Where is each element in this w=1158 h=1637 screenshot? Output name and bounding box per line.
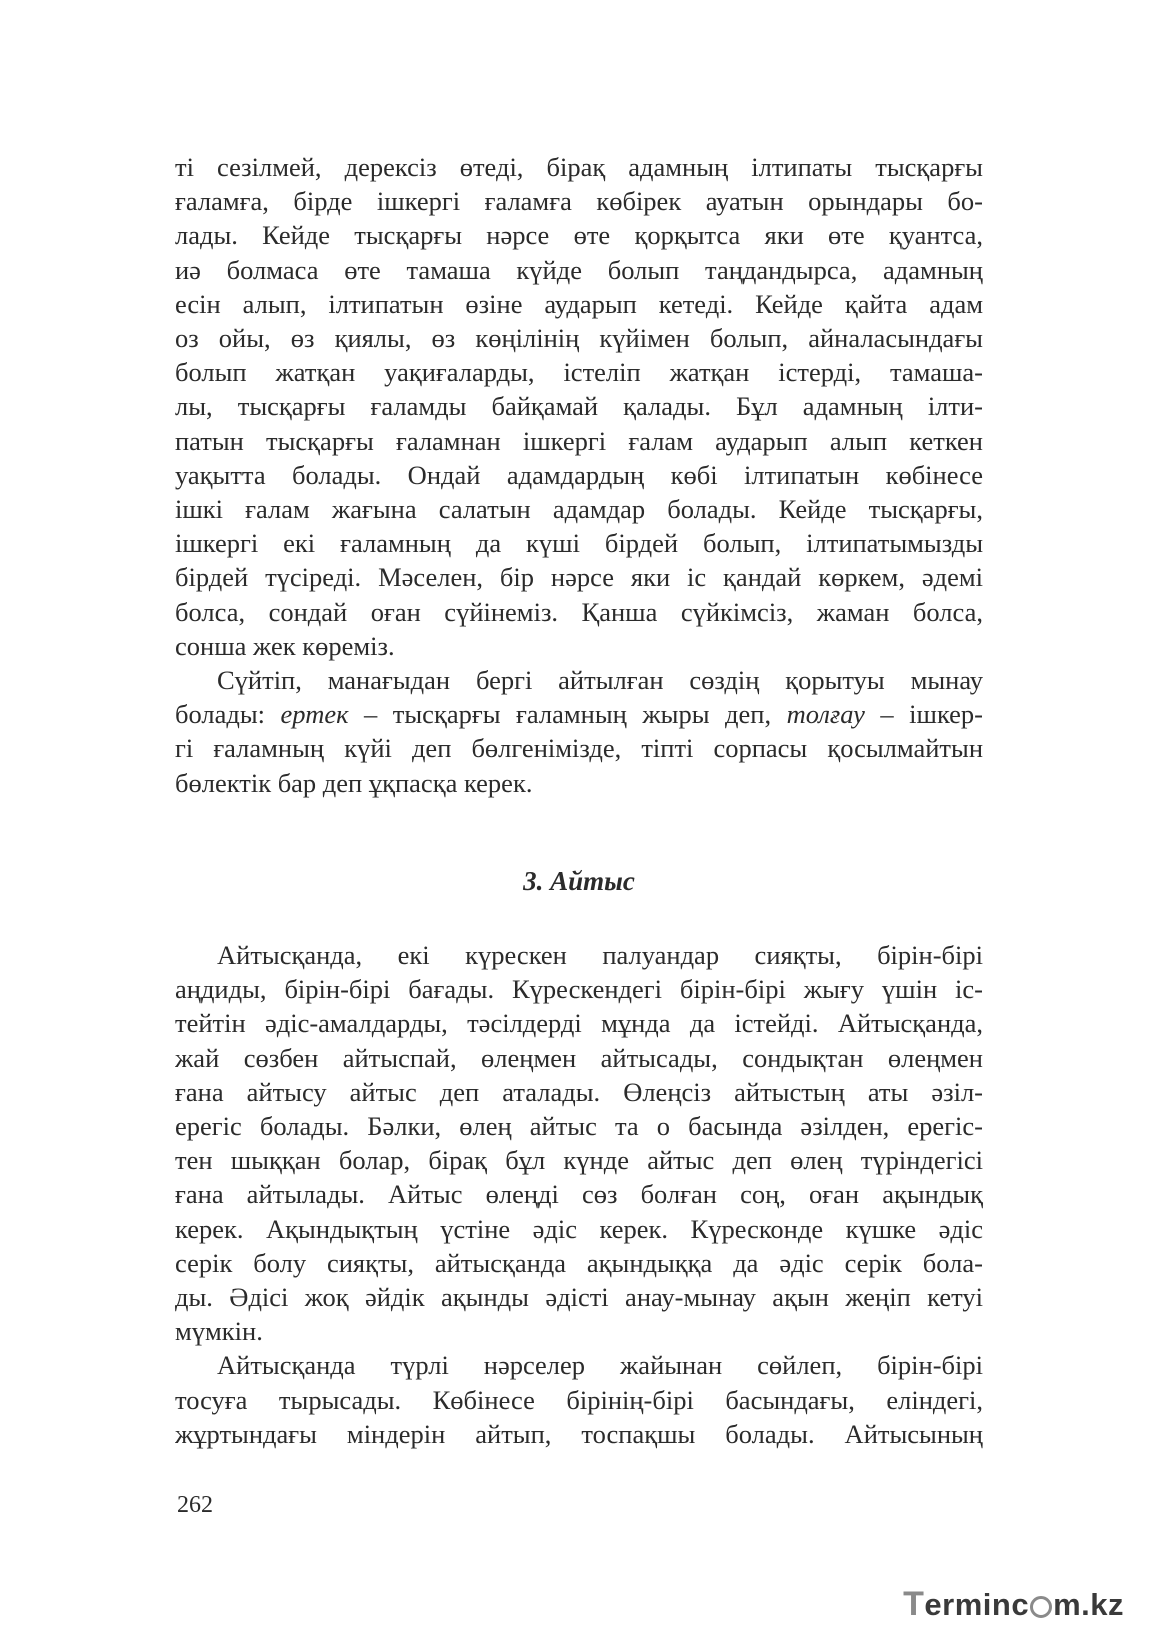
- text-line: болып жатқан уақиғаларды, істеліп жатқан істерді, тамаша-: [175, 357, 983, 388]
- magnifier-o-icon: [1030, 1596, 1052, 1618]
- text-line: ішкергі екі ғаламның да күші бірдей болып, ілтипатымызды: [175, 528, 983, 559]
- text-line: ғана айтылады. Айтыс өлеңді сөз болған соң, оған ақындық: [175, 1179, 983, 1210]
- text-line: Сүйтіп, манағыдан бергі айтылған сөздің қорытуы мынау: [217, 665, 983, 696]
- text-line: ішкі ғалам жағына салатын адамдар болады. Кейде тысқарғы,: [175, 494, 983, 525]
- text-line: тосуға тырысады. Көбінесе бірінің-бірі басындағы, еліндегі,: [175, 1384, 983, 1415]
- text-line: тен шыққан болар, бірақ бұл күнде айтыс деп өлең түріндегісі: [175, 1145, 983, 1176]
- text-line: болса, сондай оған сүйінеміз. Қанша сүйкімсіз, жаман болса,: [175, 596, 983, 627]
- text-line: аңдиды, бірін-бірі бағады. Күрескендегі бірін-бірі жығу үшін іс-: [175, 974, 983, 1005]
- text-line: жұртындағы міндерін айтып, тоспақшы болады. Айтысының: [175, 1418, 983, 1449]
- italic-term-ertek: ертек: [280, 699, 349, 730]
- text-line: сонша жек көреміз.: [175, 630, 395, 661]
- italic-term-tolgau: толғау: [786, 699, 865, 730]
- text-line: мүмкін.: [175, 1316, 263, 1347]
- text-line: бөлектік бар деп ұқпасқа керек.: [175, 767, 533, 798]
- text-line: ғана айтысу айтыс деп аталады. Өлеңсіз айтыстың аты әзіл-: [175, 1076, 983, 1107]
- paragraph-continuation: [175, 150, 983, 663]
- text-segment: – тысқарғы ғаламның жыры деп,: [348, 699, 787, 730]
- text-line: есін алып, ілтипатын өзіне аударып кетеді. Кейде қайта адам: [175, 288, 983, 319]
- text-line: ті сезілмей, дерексіз өтеді, бірақ адамның ілтипаты тысқарғы: [175, 152, 983, 182]
- section-heading: 3. Айтыс: [523, 866, 635, 896]
- text-line: уақытта болады. Ондай адамдардың көбі ілтипатын көбінесе: [175, 459, 983, 490]
- text-line: лы, тысқарғы ғаламды байқамай қалады. Бұл адамның ілти-: [175, 391, 983, 422]
- text-line: тейтін әдіс-амалдарды, тәсілдерді мұнда да істейді. Айтысқанда,: [175, 1008, 983, 1039]
- watermark-letter-t: T: [903, 1585, 925, 1623]
- text-line: серік болу сияқты, айтысқанда ақындыққа да әдіс серік бола-: [175, 1247, 983, 1278]
- text-line: Айтысқанда, екі күрескен палуандар сияқты, бірін-бірі: [217, 940, 983, 970]
- text-line: Айтысқанда түрлі нәрселер жайынан сөйлеп, бірін-бірі: [217, 1350, 983, 1381]
- text-line: иә болмаса өте тамаша күйде болып таңдандырса, адамның: [175, 254, 983, 285]
- text-line: лады. Кейде тысқарғы нәрсе өте қорқытса яки өте қуантса,: [175, 220, 983, 251]
- text-line: ерегіс болады. Бәлки, өлең айтыс та о басында әзілден, ерегіс-: [175, 1111, 983, 1142]
- text-line: керек. Ақындықтың үстіне әдіс керек. Күресконде күшке әдіс: [175, 1213, 983, 1244]
- paragraph-conclusion: [175, 663, 983, 800]
- text-line-with-italics: [175, 697, 983, 731]
- text-line: патын тысқарғы ғаламнан ішкергі ғалам аударып алып кеткен: [175, 425, 983, 456]
- body-text-top: [175, 150, 983, 800]
- page-number: 262: [177, 1492, 213, 1518]
- text-segment: – ішкер-: [864, 699, 983, 730]
- body-text-bottom: [175, 938, 983, 1451]
- paragraph-aitys: [175, 938, 983, 1348]
- text-line: жай сөзбен айтыспай, өлеңмен айтысады, сондықтан өлеңмен: [175, 1042, 983, 1073]
- text-line: ды. Әдісі жоқ әйдік ақынды әдісті анау-мынау ақын жеңіп кетуі: [175, 1282, 983, 1313]
- text-line: бірдей түсіреді. Мәселен, бір нәрсе яки іс қандай көркем, әдемі: [175, 562, 983, 593]
- text-segment: болады:: [175, 699, 281, 730]
- text-line: оз ойы, өз қиялы, өз көңілінің күйімен болып, айналасындағы: [175, 323, 983, 354]
- site-watermark-logo: [903, 1585, 1124, 1624]
- watermark-text-part2: m.kz: [1053, 1586, 1124, 1622]
- watermark-text-part1: erminc: [924, 1586, 1030, 1622]
- text-line: ғаламға, бірде ішкергі ғаламға көбірек ауатын орындары бо-: [175, 186, 983, 217]
- text-line: гі ғаламның күйі деп бөлгенімізде, тіпті сорпасы қосылмайтын: [175, 733, 983, 764]
- paragraph-aitys-topics: [175, 1348, 983, 1451]
